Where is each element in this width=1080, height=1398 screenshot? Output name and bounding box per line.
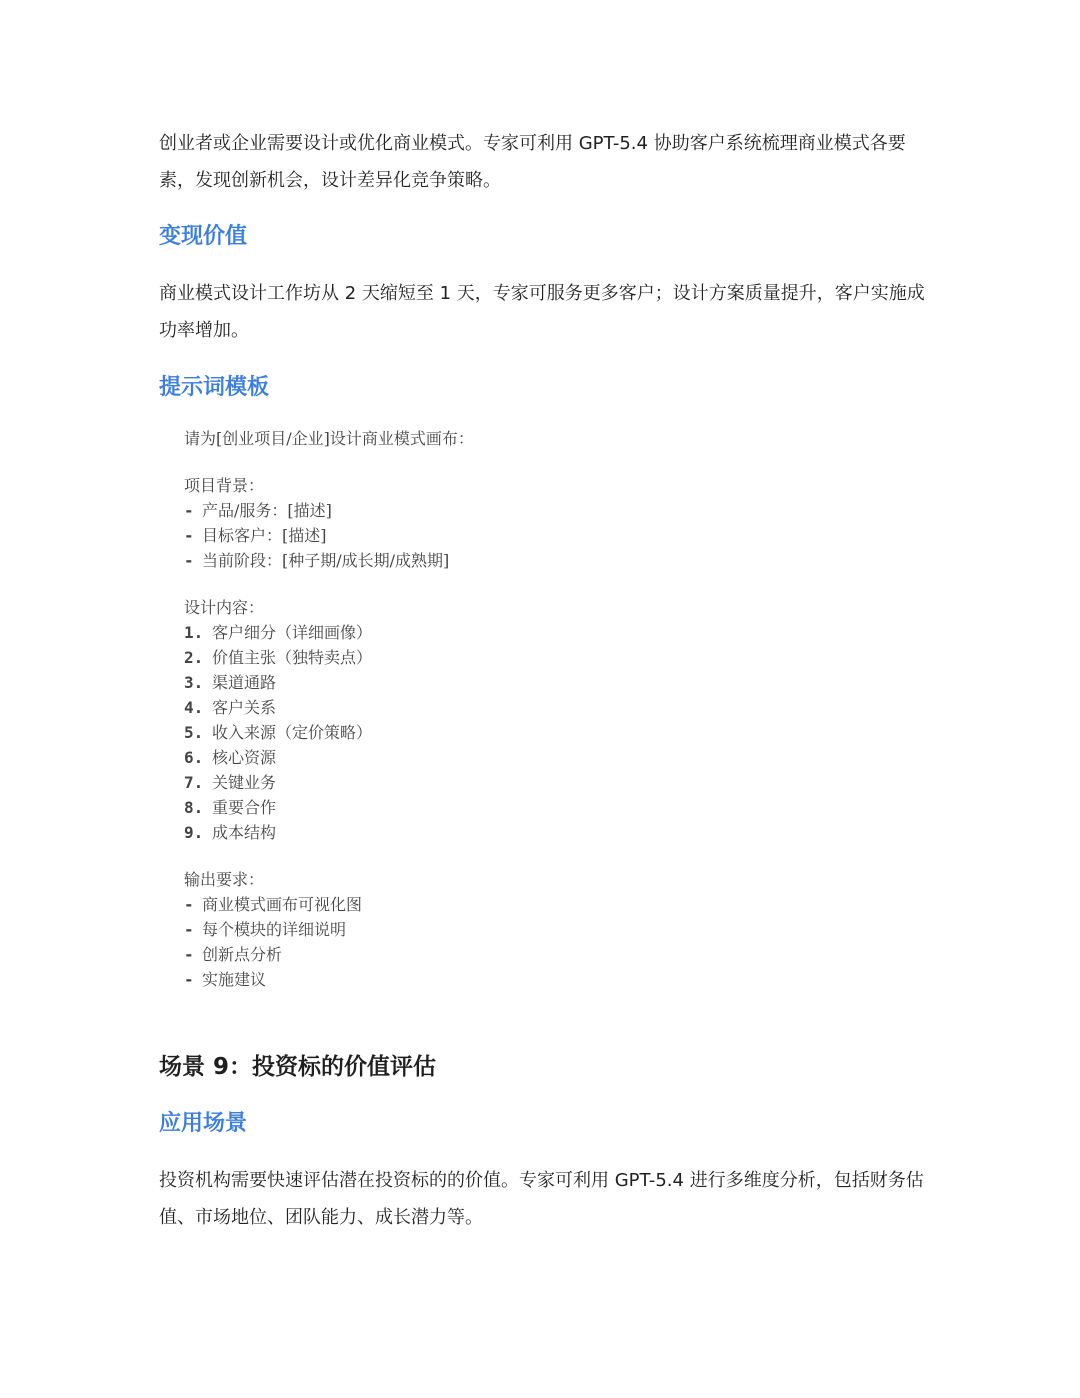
item-number: 6.: [184, 748, 204, 767]
content-item: [184, 745, 884, 770]
item-number: 9.: [184, 823, 204, 842]
content-item: [184, 720, 884, 745]
item-number: 1.: [184, 623, 204, 642]
item-number: 2.: [184, 648, 204, 667]
content-item: [184, 795, 884, 820]
item-number: 7.: [184, 773, 204, 792]
bullet-mark: -: [184, 501, 194, 520]
prompt-request-line: 请为[创业项目/企业]设计商业模式画布：: [184, 429, 474, 448]
content-item-text: 收入来源（定价策略）: [212, 723, 373, 742]
content-item-text: 渠道通路: [212, 673, 277, 692]
output-item: [184, 917, 884, 942]
content-item-text: 重要合作: [212, 798, 277, 817]
background-item: [184, 498, 884, 523]
bullet-mark: -: [184, 526, 194, 545]
content-item-text: 价值主张（独特卖点）: [212, 648, 373, 667]
output-item-text: 商业模式画布可视化图: [202, 895, 363, 914]
prompt-template-block: [184, 426, 884, 992]
background-item: [184, 548, 884, 573]
content-item: [184, 620, 884, 645]
output-item-text: 实施建议: [202, 970, 267, 989]
scenario9-title: 场景 9：投资标的价值评估: [159, 1054, 437, 1080]
content-item-text: 客户关系: [212, 698, 277, 717]
bullet-mark: -: [184, 551, 194, 570]
application-heading: 应用场景: [159, 1111, 248, 1136]
monetization-paragraph: 商业模式设计工作坊从 2 天缩短至 1 天，专家可服务更多客户；设计方案质量提升，客户实施成功率增加。: [159, 283, 925, 341]
application-paragraph: 投资机构需要快速评估潜在投资标的的价值。专家可利用 GPT-5.4 进行多维度分析，包括财务估值、市场地位、团队能力、成长潜力等。: [159, 1170, 924, 1228]
item-number: 4.: [184, 698, 204, 717]
background-item-text: 产品/服务：[描述]: [202, 501, 332, 520]
item-number: 5.: [184, 723, 204, 742]
content-item: [184, 645, 884, 670]
bullet-mark: -: [184, 895, 194, 914]
background-item: [184, 523, 884, 548]
output-item: [184, 892, 884, 917]
background-item-text: 目标客户：[描述]: [202, 526, 327, 545]
prompt-template-heading: 提示词模板: [159, 375, 270, 400]
background-item-text: 当前阶段：[种子期/成长期/成熟期]: [202, 551, 450, 570]
content-item: [184, 670, 884, 695]
content-item-text: 客户细分（详细画像）: [212, 623, 373, 642]
bullet-mark: -: [184, 970, 194, 989]
output-item: [184, 967, 884, 992]
item-number: 3.: [184, 673, 204, 692]
bullet-mark: -: [184, 920, 194, 939]
content-item-text: 核心资源: [212, 748, 277, 767]
output-item-text: 每个模块的详细说明: [202, 920, 347, 939]
content-item-text: 关键业务: [212, 773, 277, 792]
content-item-text: 成本结构: [212, 823, 277, 842]
output-item-text: 创新点分析: [202, 945, 283, 964]
content-title: 设计内容：: [184, 598, 265, 617]
background-title: 项目背景：: [184, 476, 265, 495]
bullet-mark: -: [184, 945, 194, 964]
output-title: 输出要求：: [184, 870, 265, 889]
item-number: 8.: [184, 798, 204, 817]
content-item: [184, 820, 884, 845]
content-item: [184, 770, 884, 795]
monetization-heading: 变现价值: [159, 224, 248, 249]
output-item: [184, 942, 884, 967]
intro-paragraph: 创业者或企业需要设计或优化商业模式。专家可利用 GPT-5.4 协助客户系统梳理商业模式各要素，发现创新机会，设计差异化竞争策略。: [159, 133, 906, 191]
content-item: [184, 695, 884, 720]
